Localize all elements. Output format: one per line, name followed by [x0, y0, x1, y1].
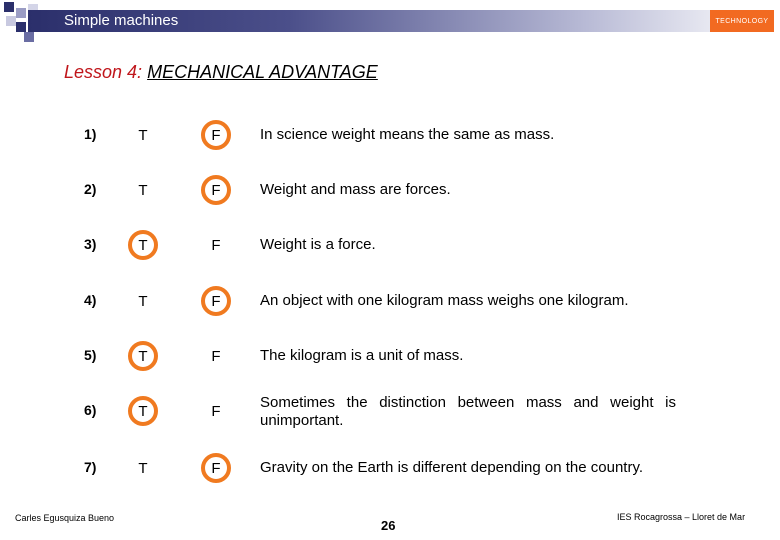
question-statement: In science weight means the same as mass. — [260, 126, 555, 143]
decor-square — [16, 8, 26, 18]
true-option: T — [138, 459, 148, 477]
question-row — [0, 453, 780, 483]
false-option: F — [211, 347, 221, 365]
question-statement: Weight is a force. — [260, 236, 376, 253]
true-option: T — [138, 292, 148, 310]
page-number: 26 — [381, 518, 396, 533]
technology-badge: TECHNOLOGY — [710, 10, 774, 32]
question-row — [0, 230, 780, 260]
slide-header-title: Simple machines — [64, 12, 179, 29]
footer-author: Carles Egusquiza Bueno — [15, 513, 115, 523]
question-row — [0, 286, 780, 316]
question-number: 6) — [84, 402, 97, 418]
question-number: 3) — [84, 236, 97, 252]
question-row — [0, 120, 780, 150]
question-row — [0, 175, 780, 205]
false-option: F — [201, 453, 231, 483]
true-option: T — [138, 181, 148, 199]
question-number: 5) — [84, 347, 97, 363]
false-option: F — [201, 175, 231, 205]
decor-square — [16, 22, 26, 32]
true-option: T — [128, 396, 158, 426]
question-statement: Gravity on the Earth is different depending on the country. — [260, 459, 644, 476]
question-row — [0, 394, 780, 429]
lesson-topic: MECHANICAL ADVANTAGE — [147, 62, 378, 82]
question-row — [0, 341, 780, 371]
footer-school: IES Rocagrossa – Lloret de Mar — [617, 512, 746, 522]
lesson-title — [64, 62, 378, 83]
question-number: 4) — [84, 292, 97, 308]
false-option: F — [211, 236, 221, 254]
decor-square — [4, 2, 14, 12]
true-option: T — [128, 230, 158, 260]
question-number: 7) — [84, 459, 97, 475]
question-statement: Sometimes the distinction between mass and weight is unimportant. — [260, 394, 676, 429]
false-option: F — [201, 286, 231, 316]
false-option: F — [211, 402, 221, 420]
decor-square — [6, 16, 16, 26]
true-option: T — [128, 341, 158, 371]
question-statement: An object with one kilogram mass weighs one kilogram. — [260, 292, 629, 309]
question-number: 1) — [84, 126, 97, 142]
false-option: F — [201, 120, 231, 150]
lesson-prefix: Lesson 4: — [64, 62, 143, 82]
question-number: 2) — [84, 181, 97, 197]
question-statement: Weight and mass are forces. — [260, 181, 451, 198]
true-option: T — [138, 126, 148, 144]
decor-square — [24, 32, 34, 42]
question-statement: The kilogram is a unit of mass. — [260, 347, 464, 364]
